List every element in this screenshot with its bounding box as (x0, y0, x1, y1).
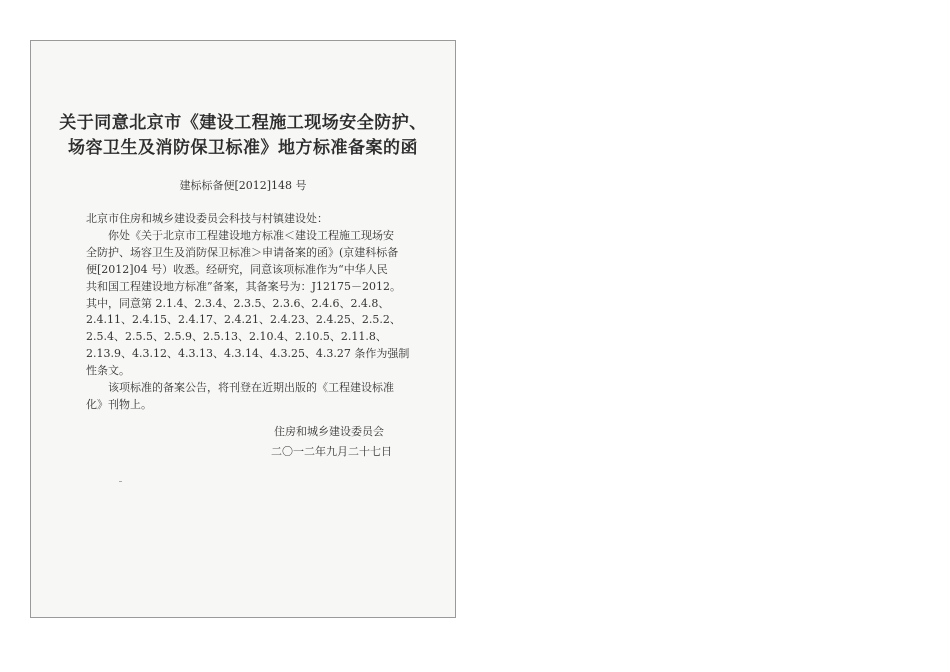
body-line: 其中，同意第 2.1.4、2.3.4、2.3.5、2.3.6、2.4.6、2.4.8、 (86, 296, 390, 310)
body-line: 性条文。 (86, 364, 130, 378)
closing-line: 该项标准的备案公告，将刊登在近期出版的《工程建设标准 (108, 381, 394, 395)
body-line: 共和国工程建设地方标准”备案，其备案号为：J12175－2012。 (86, 279, 402, 293)
closing-line: 化》刊物上。 (86, 397, 152, 411)
body-line: 2.5.4、2.5.5、2.5.9、2.5.13、2.10.4、2.10.5、2.11.8、 (86, 330, 387, 344)
body-line: 2.13.9、4.3.12、4.3.13、4.3.14、4.3.25、4.3.27 条作为强制 (86, 347, 410, 361)
letter-body (86, 211, 452, 414)
signature-date: 二〇一二年九月二十七日 (271, 445, 392, 458)
document-title-line-1: 关于同意北京市《建设工程施工现场安全防护、 (59, 113, 427, 133)
body-line: 2.4.11、2.4.15、2.4.17、2.4.21、2.4.23、2.4.25、2.5.2、 (86, 313, 401, 327)
scan-speck (119, 481, 122, 482)
salutation: 北京市住房和城乡建设委员会科技与村镇建设处： (86, 212, 328, 225)
body-line: 全防护、场容卫生及消防保卫标准＞申请备案的函》(京建科标备 (86, 245, 399, 259)
document-page (30, 40, 456, 618)
body-line: 你处《关于北京市工程建设地方标准＜建设工程施工现场安 (108, 228, 394, 242)
document-title-line-2: 场容卫生及消防保卫标准》地方标准备案的函 (68, 138, 418, 158)
document-number: 建标标备便[2012]148 号 (179, 179, 307, 192)
body-line: 便[2012]04 号）收悉。经研究，同意该项标准作为“中华人民 (86, 262, 388, 276)
signature-organization: 住房和城乡建设委员会 (274, 425, 384, 438)
